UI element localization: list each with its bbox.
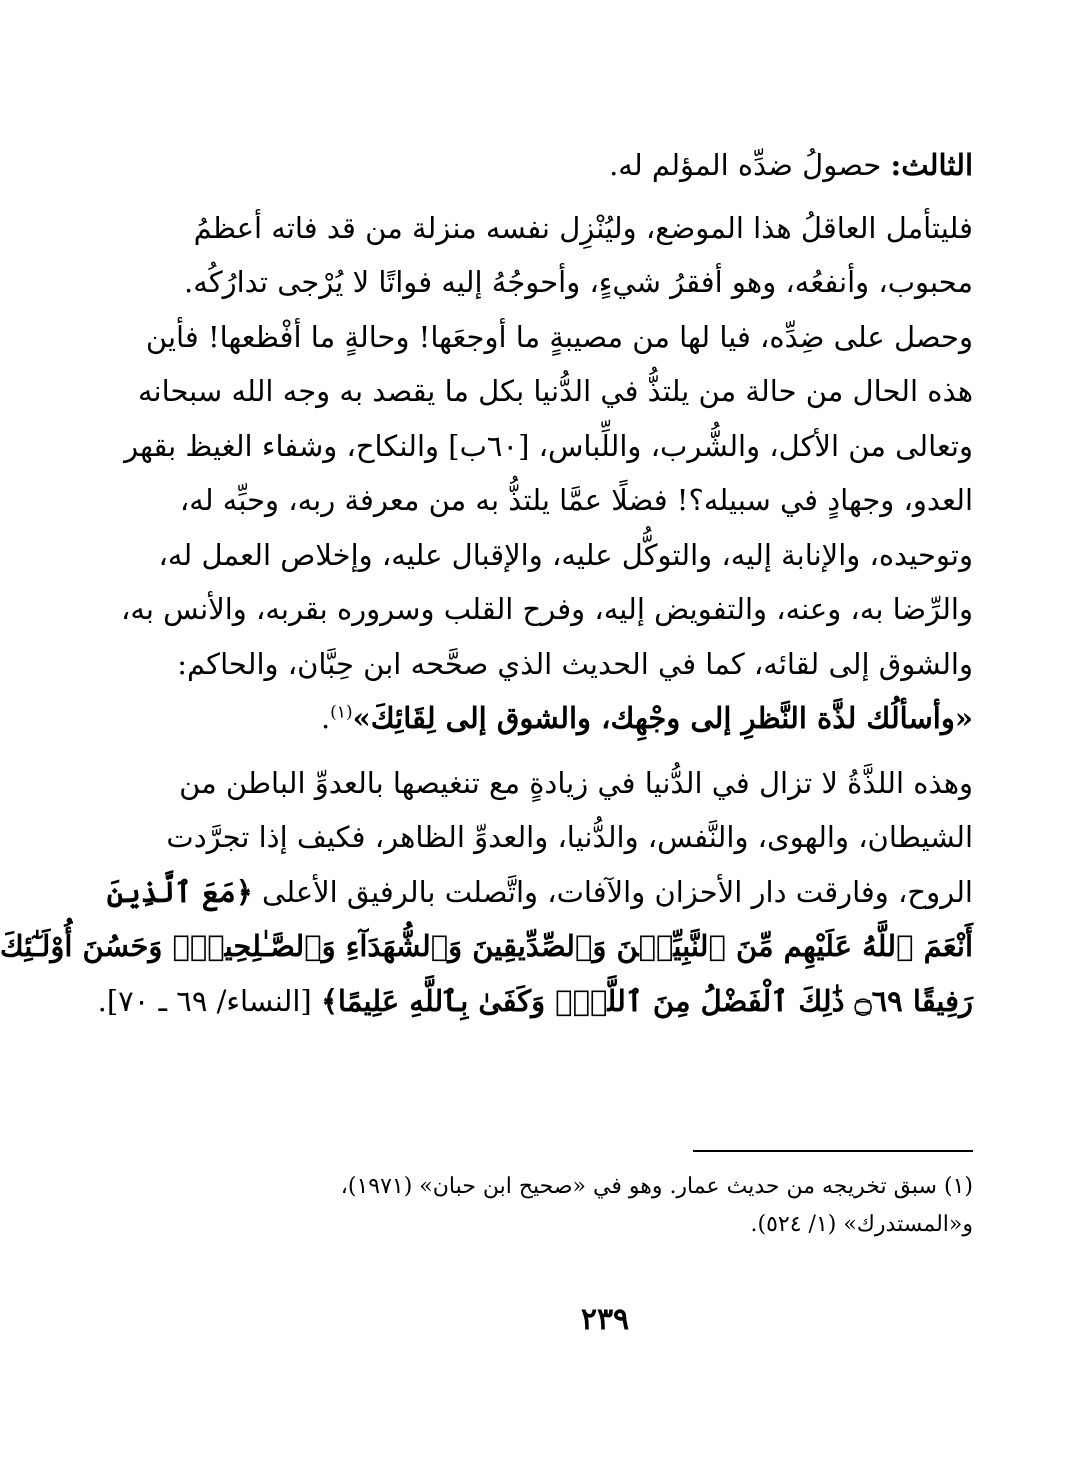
text-line xyxy=(97,974,973,1029)
quran-verse-end: رَفِيقًا ۝٦٩ ذَٰلِكَ ٱلْفَضْلُ مِنَ ٱللَّهِۚ وَكَفَىٰ بِٱللَّهِ عَلِيمًا﴾ xyxy=(320,983,973,1018)
quran-verse-line: أَنْعَمَ ٱللَّهُ عَلَيْهِم مِّنَ ٱلنَّبِيِّـۧنَ وَٱلصِّدِّيقِينَ وَٱلشُّهَدَآءِ وَٱلصَّـٰلِحِينَۚ وَحَسُنَ أُوْلَـٰٓئِكَ xyxy=(0,929,973,963)
footnote-reference: (١) xyxy=(330,702,353,723)
footnote-divider xyxy=(693,1150,973,1152)
text-line xyxy=(106,865,973,920)
text-line: وتعالى من الأكل، والشُّرب، واللِّباس، [٦٠ب] والنكاح، وشفاء الغيظ بقهر xyxy=(124,428,973,463)
text-line: والرِّضا به، وعنه، والتفويض إليه، وفرح القلب وسروره بقربه، والأنس به، xyxy=(120,592,973,626)
paragraph-pleasure xyxy=(0,756,973,1029)
text-line: محبوب، وأنفعُه، وهو أفقرُ شيءٍ، وأحوجُهُ إليه فواتًا لا يُرْجى تدارُكُه. xyxy=(184,265,973,299)
text-line: وهذه اللذَّةُ لا تزال في الدُّنيا في زيادةٍ مع تنغيصها بالعدوِّ الباطن من xyxy=(179,765,973,800)
footnote-line: و«المستدرك» (١/ ٥٢٤). xyxy=(750,1212,973,1237)
section-lead-word: الثالث: xyxy=(890,148,973,182)
paragraph-reflection xyxy=(120,201,973,746)
page-number: ٢٣٩ xyxy=(580,1302,630,1337)
text-line: فليتأمل العاقلُ هذا الموضع، وليُنْزِل نفسه منزلة من قد فاته أعظمُ xyxy=(193,210,973,245)
footnote xyxy=(237,1168,973,1244)
text-line: الشيطان، والهوى، والنَّفس، والدُّنيا، والعدوِّ الظاهر، فكيف إذا تجرَّدت xyxy=(166,820,973,854)
hadith-quote-line xyxy=(237,691,973,746)
section-lead-text: حصولُ ضدِّه المؤلم له. xyxy=(609,148,891,182)
text-line: العدو، وجهادٍ في سبيله؟! فضلًا عمَّا يلتذُّ به من معرفة ربه، وحبِّه له، xyxy=(179,483,973,517)
hadith-quote: «وأسألُك لذَّة النَّظرِ إلى وجْهِك، والشوق إلى لِقَائِكَ» xyxy=(352,701,973,735)
paragraph-third-point xyxy=(237,138,973,193)
quote-end: . xyxy=(320,701,331,735)
text-segment: الروح، وفارقت دار الأحزان والآفات، واتَّصلت بالرفيق الأعلى xyxy=(262,874,973,909)
text-line: وتوحيده، والإنابة إليه، والتوكُّل عليه، والإقبال عليه، وإخلاص العمل له، xyxy=(158,537,973,572)
text-line xyxy=(237,138,973,193)
footnote-line: (١) سبق تخريجه من حديث عمار. وهو في «صحيح ابن حبان» (١٩٧١)، xyxy=(340,1174,973,1199)
quran-verse-open: ﴿مَعَ ٱلَّذِينَ xyxy=(106,874,253,909)
text-line: هذه الحال من حالة من يلتذُّ في الدُّنيا بكل ما يقصد به وجه الله سبحانه xyxy=(138,374,973,408)
text-line: وحصل على ضِدِّه، فيا لها من مصيبةٍ ما أوجعَها! وحالةٍ ما أفْظعها! فأين xyxy=(145,319,973,354)
main-text xyxy=(0,138,973,1028)
quran-citation: [النساء/ ٦٩ ـ ٧٠]. xyxy=(97,983,321,1018)
text-line: والشوق إلى لقائه، كما في الحديث الذي صحَّحه ابن حِبَّان، والحاكم: xyxy=(177,646,973,681)
